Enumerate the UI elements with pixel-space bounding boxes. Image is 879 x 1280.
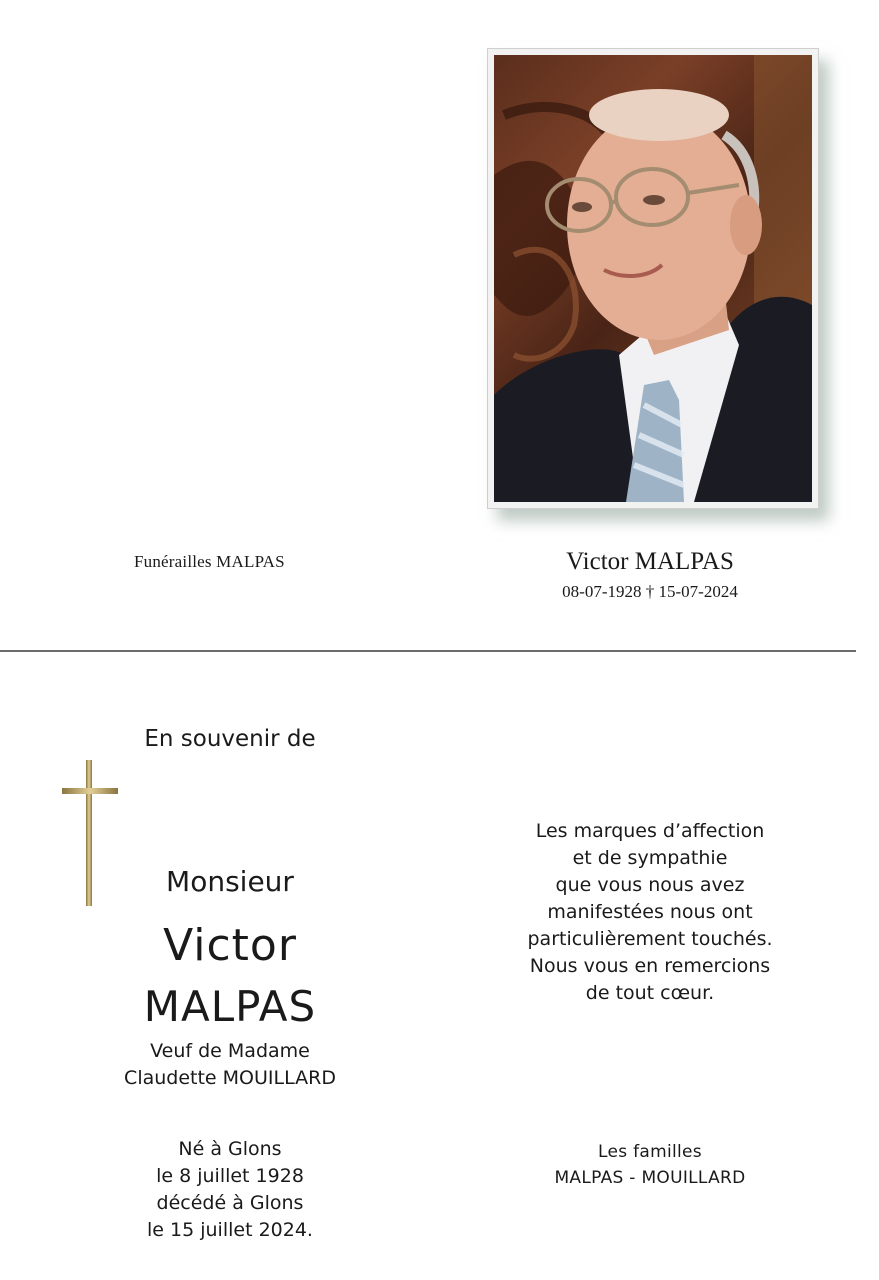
families-names: MALPAS - MOUILLARD — [554, 1168, 746, 1188]
portrait-illustration — [494, 55, 812, 502]
message-line: particulièrement touchés. — [527, 928, 773, 950]
widow-line-1: Veuf de Madame — [150, 1040, 310, 1062]
honorific: Monsieur — [166, 865, 294, 898]
message-line: Nous vous en remercions — [529, 955, 771, 977]
life-dates: 08-07-1928 † 15-07-2024 — [562, 582, 738, 601]
bio-line: le 15 juillet 2024. — [147, 1219, 313, 1241]
widow-line-2: Claudette MOUILLARD — [124, 1067, 336, 1089]
families-label: Les familles — [598, 1142, 702, 1162]
message-line: de tout cœur. — [585, 982, 715, 1004]
first-name: Victor — [163, 920, 297, 971]
bio-line: le 8 juillet 1928 — [156, 1165, 304, 1187]
deceased-name: Victor MALPAS — [566, 548, 734, 575]
intro-text: En souvenir de — [144, 726, 316, 752]
portrait-frame — [487, 48, 819, 509]
last-name: MALPAS — [143, 982, 317, 1031]
portrait-photo — [494, 55, 812, 502]
message-line: que vous nous avez — [555, 874, 745, 896]
bio-line: Né à Glons — [178, 1138, 282, 1160]
message-line: et de sympathie — [572, 847, 728, 869]
bio-line: décédé à Glons — [156, 1192, 304, 1214]
message-line: Les marques d’affection — [535, 820, 765, 842]
message-line: manifestées nous ont — [547, 901, 753, 923]
fold-divider — [0, 650, 856, 652]
funeral-home-name: Funérailles MALPAS — [134, 552, 285, 571]
